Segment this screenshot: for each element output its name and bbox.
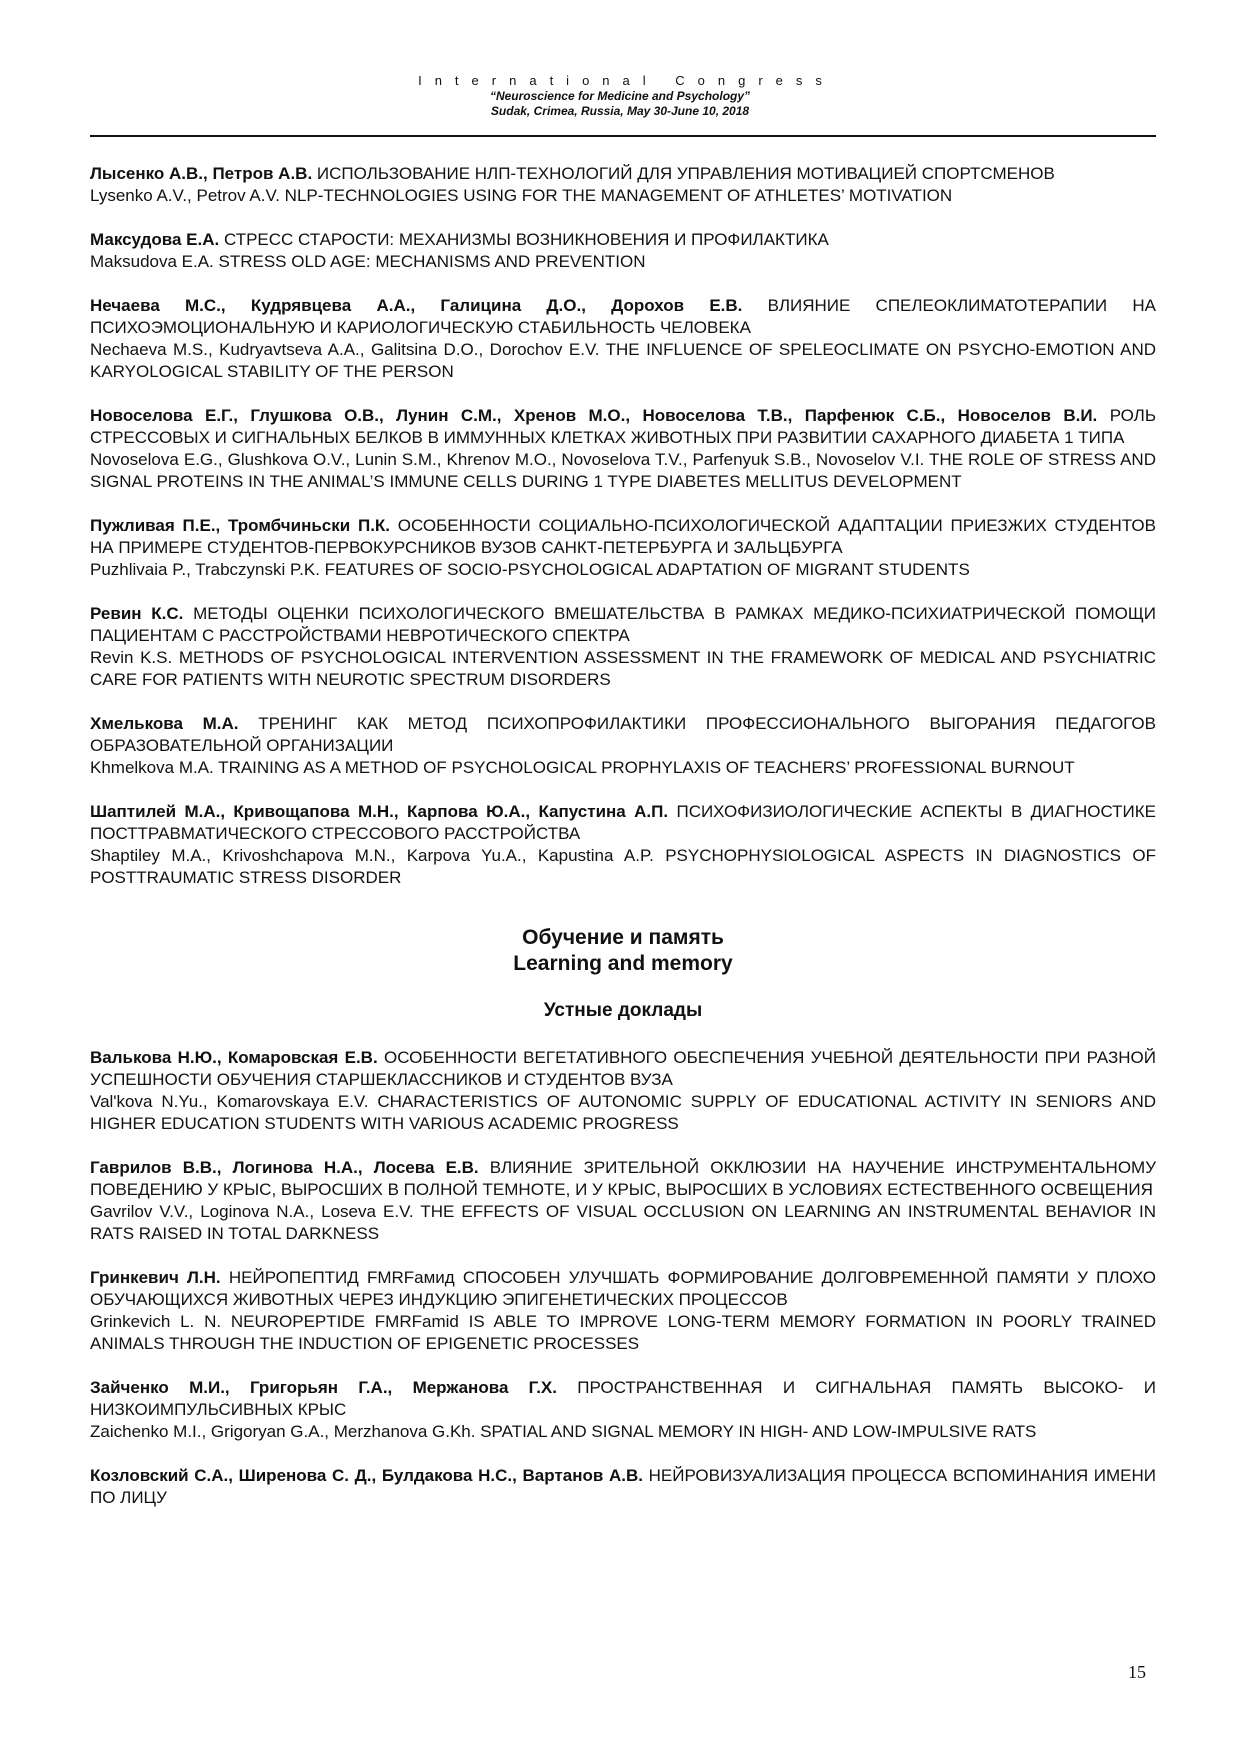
entry-title-ru: ОСОБЕННОСТИ ВЕГЕТАТИВНОГО ОБЕСПЕЧЕНИЯ УЧЕБНОЙ ДЕЯТЕЛЬНОСТИ ПРИ РАЗНОЙ УСПЕШНОСТИ ОБУЧЕНИЯ СТАРШЕКЛАССНИКОВ И СТУДЕНТОВ ВУЗА <box>90 1048 1156 1089</box>
entry-russian <box>90 1377 1156 1421</box>
entry-authors: Новоселова Е.Г., Глушкова О.В., Лунин С.М., Хренов М.О., Новоселова Т.В., Парфенюк С.Б., Новоселов В.И. <box>90 406 1098 425</box>
abstract-entry <box>90 1377 1156 1443</box>
entry-english: Maksudova E.A. STRESS OLD AGE: MECHANISMS AND PREVENTION <box>90 252 646 271</box>
entry-russian <box>90 1047 1156 1091</box>
abstract-entry <box>90 295 1156 383</box>
page-header <box>0 72 1240 119</box>
entries-bottom <box>90 1047 1156 1509</box>
abstract-entry <box>90 603 1156 691</box>
abstract-entry <box>90 229 1156 273</box>
entry-title-ru: РОЛЬ СТРЕССОВЫХ И СИГНАЛЬНЫХ БЕЛКОВ В ИММУННЫХ КЛЕТКАХ ЖИВОТНЫХ ПРИ РАЗВИТИИ САХАРНОГО ДИАБЕТА 1 ТИПА <box>90 406 1156 447</box>
entry-title-ru: ИСПОЛЬЗОВАНИЕ НЛП-ТЕХНОЛОГИЙ ДЛЯ УПРАВЛЕНИЯ МОТИВАЦИЕЙ СПОРТСМЕНОВ <box>316 164 1055 183</box>
abstract-entry <box>90 1157 1156 1245</box>
entry-russian <box>90 405 1156 449</box>
entry-english: Revin K.S. METHODS OF PSYCHOLOGICAL INTERVENTION ASSESSMENT IN THE FRAMEWORK OF MEDICAL AND PSYCHIATRIC CARE FOR PATIENTS WITH NEUROTIC SPECTRUM DISORDERS <box>90 648 1156 689</box>
entry-authors: Гаврилов В.В., Логинова Н.А., Лосева Е.В. <box>90 1158 479 1177</box>
entry-title-ru: ТРЕНИНГ КАК МЕТОД ПСИХОПРОФИЛАКТИКИ ПРОФЕССИОНАЛЬНОГО ВЫГОРАНИЯ ПЕДАГОГОВ ОБРАЗОВАТЕЛЬНОЙ ОРГАНИЗАЦИИ <box>90 714 1156 755</box>
abstract-list <box>90 163 1156 1531</box>
entry-title-ru: ПРОСТРАНСТВЕННАЯ И СИГНАЛЬНАЯ ПАМЯТЬ ВЫСОКО- И НИЗКОИМПУЛЬСИВНЫХ КРЫС <box>90 1378 1156 1419</box>
entry-english: Gavrilov V.V., Loginova N.A., Loseva E.V. THE EFFECTS OF VISUAL OCCLUSION ON LEARNING AN INSTRUMENTAL BEHAVIOR IN RATS RAISED IN TOTAL DARKNESS <box>90 1202 1156 1243</box>
entry-authors: Валькова Н.Ю., Комаровская Е.В. <box>90 1048 378 1067</box>
entry-title-ru: СТРЕСС СТАРОСТИ: МЕХАНИЗМЫ ВОЗНИКНОВЕНИЯ И ПРОФИЛАКТИКА <box>223 230 829 249</box>
abstract-entry <box>90 801 1156 889</box>
entry-authors: Нечаева М.С., Кудрявцева А.А., Галицина Д.О., Дорохов Е.В. <box>90 296 743 315</box>
entry-authors: Лысенко А.В., Петров А.В. <box>90 164 313 183</box>
entry-authors: Пужливая П.Е., Тромбчиньски П.К. <box>90 516 391 535</box>
entry-english: Grinkevich L. N. NEUROPEPTIDE FMRFamid IS ABLE TO IMPROVE LONG-TERM MEMORY FORMATION IN POORLY TRAINED ANIMALS THROUGH THE INDUCTION OF EPIGENETIC PROCESSES <box>90 1312 1156 1353</box>
abstract-entry <box>90 163 1156 207</box>
entry-russian <box>90 1267 1156 1311</box>
entry-title-ru: ПСИХОФИЗИОЛОГИЧЕСКИЕ АСПЕКТЫ В ДИАГНОСТИКЕ ПОСТТРАВМАТИЧЕСКОГО СТРЕССОВОГО РАССТРОЙСТВА <box>90 802 1157 843</box>
entry-authors: Зайченко М.И., Григорьян Г.А., Мержанова Г.Х. <box>90 1378 557 1397</box>
entry-authors: Максудова Е.А. <box>90 230 220 249</box>
entry-english: Novoselova E.G., Glushkova O.V., Lunin S.M., Khrenov M.O., Novoselova T.V., Parfenyuk S.B., Novoselov V.I. THE ROLE OF STRESS AND SIGNAL PROTEINS IN THE ANIMAL’S IMMUNE CELLS DURING 1 TYPE DIABETES MELLITUS DEVELOPMENT <box>90 450 1156 491</box>
section-title-ru: Обучение и память <box>522 926 724 949</box>
entry-russian <box>90 515 1156 559</box>
entries-top <box>90 163 1156 889</box>
congress-label: International Congress <box>418 73 835 88</box>
entry-russian <box>90 1465 1156 1509</box>
entry-title-ru: НЕЙРОПЕПТИД FMRFамид СПОСОБЕН УЛУЧШАТЬ ФОРМИРОВАНИЕ ДОЛГОВРЕМЕННОЙ ПАМЯТИ У ПЛОХО ОБУЧАЮЩИХСЯ ЖИВОТНЫХ ЧЕРЕЗ ИНДУКЦИЮ ЭПИГЕНЕТИЧЕСКИХ ПРОЦЕССОВ <box>90 1268 1156 1309</box>
entry-authors: Шаптилей М.А., Кривощапова М.Н., Карпова Ю.А., Капустина А.П. <box>90 802 669 821</box>
entry-english: Puzhlivaia P., Trabczynski P.K. FEATURES OF SOCIO-PSYCHOLOGICAL ADAPTATION OF MIGRANT STUDENTS <box>90 560 970 579</box>
entry-russian <box>90 229 1156 251</box>
entry-authors: Ревин К.С. <box>90 604 184 623</box>
entry-russian <box>90 295 1156 339</box>
abstract-entry <box>90 515 1156 581</box>
page-number: 15 <box>1128 1662 1146 1682</box>
entry-english: Zaichenko M.I., Grigoryan G.A., Merzhanova G.Kh. SPATIAL AND SIGNAL MEMORY IN HIGH- AND LOW-IMPULSIVE RATS <box>90 1422 1037 1441</box>
subsection-title: Устные доклады <box>543 1000 703 1021</box>
entry-russian <box>90 1157 1156 1201</box>
entry-authors: Козловский С.А., Ширенова С. Д., Булдакова Н.С., Вартанов А.В. <box>90 1466 643 1485</box>
entry-english: Lysenko A.V., Petrov A.V. NLP-TECHNOLOGIES USING FOR THE MANAGEMENT OF ATHLETES’ MOTIVATION <box>90 186 953 205</box>
abstract-entry <box>90 1047 1156 1135</box>
entry-russian <box>90 163 1156 185</box>
entry-title-ru: ОСОБЕННОСТИ СОЦИАЛЬНО-ПСИХОЛОГИЧЕСКОЙ АДАПТАЦИИ ПРИЕЗЖИХ СТУДЕНТОВ НА ПРИМЕРЕ СТУДЕНТОВ-ПЕРВОКУРСНИКОВ ВУЗОВ САНКТ-ПЕТЕРБУРГА И ЗАЛЬЦБУРГА <box>90 516 1156 557</box>
section-title-en: Learning and memory <box>513 952 733 975</box>
entry-english: Shaptiley M.A., Krivoshchapova M.N., Karpova Yu.A., Kapustina A.P. PSYCHOPHYSIOLOGICAL ASPECTS IN DIAGNOSTICS OF POSTTRAUMATIC STRESS DISORDER <box>90 846 1156 887</box>
entry-english: Val'kova N.Yu., Komarovskaya E.V. CHARACTERISTICS OF AUTONOMIC SUPPLY OF EDUCATIONAL ACTIVITY IN SENIORS AND HIGHER EDUCATION STUDENTS WITH VARIOUS ACADEMIC PROGRESS <box>90 1092 1156 1133</box>
entry-russian <box>90 713 1156 757</box>
congress-location: Sudak, Crimea, Russia, May 30-June 10, 2018 <box>490 104 750 118</box>
abstract-entry <box>90 713 1156 779</box>
abstract-entry <box>90 1465 1156 1509</box>
entry-title-ru: ВЛИЯНИЕ ЗРИТЕЛЬНОЙ ОККЛЮЗИИ НА НАУЧЕНИЕ ИНСТРУМЕНТАЛЬНОМУ ПОВЕДЕНИЮ У КРЫС, ВЫРОСШИХ В ПОЛНОЙ ТЕМНОТЕ, И У КРЫС, ВЫРОСШИХ В УСЛОВИЯХ ЕСТЕСТВЕННОГО ОСВЕЩЕНИЯ <box>90 1158 1157 1199</box>
entry-title-ru: НЕЙРОВИЗУАЛИЗАЦИЯ ПРОЦЕССА ВСПОМИНАНИЯ ИМЕНИ ПО ЛИЦУ <box>90 1466 1156 1507</box>
entry-russian <box>90 603 1156 647</box>
abstract-entry <box>90 405 1156 493</box>
congress-title: “Neuroscience for Medicine and Psychology” <box>489 89 751 103</box>
entry-english: Khmelkova M.A. TRAINING AS A METHOD OF PSYCHOLOGICAL PROPHYLAXIS OF TEACHERS’ PROFESSIONAL BURNOUT <box>90 758 1075 777</box>
entry-title-ru: МЕТОДЫ ОЦЕНКИ ПСИХОЛОГИЧЕСКОГО ВМЕШАТЕЛЬСТВА В РАМКАХ МЕДИКО-ПСИХИАТРИЧЕСКОЙ ПОМОЩИ ПАЦИЕНТАМ С РАССТРОЙСТВАМИ НЕВРОТИЧЕСКОГО СПЕКТРА <box>90 604 1156 645</box>
entry-russian <box>90 801 1156 845</box>
abstract-entry <box>90 1267 1156 1355</box>
header-rule <box>90 135 1156 137</box>
entry-title-ru: ВЛИЯНИЕ СПЕЛЕОКЛИМАТОТЕРАПИИ НА ПСИХОЭМОЦИОНАЛЬНУЮ И КАРИОЛОГИЧЕСКУЮ СТАБИЛЬНОСТЬ ЧЕЛОВЕКА <box>90 296 1156 337</box>
entry-english: Nechaeva M.S., Kudryavtseva A.A., Galitsina D.O., Dorochov E.V. THE INFLUENCE OF SPELEOCLIMATE ON PSYCHO-EMOTION AND KARYOLOGICAL STABILITY OF THE PERSON <box>90 340 1156 381</box>
entry-authors: Хмелькова М.А. <box>90 714 239 733</box>
entry-authors: Гринкевич Л.Н. <box>90 1268 221 1287</box>
